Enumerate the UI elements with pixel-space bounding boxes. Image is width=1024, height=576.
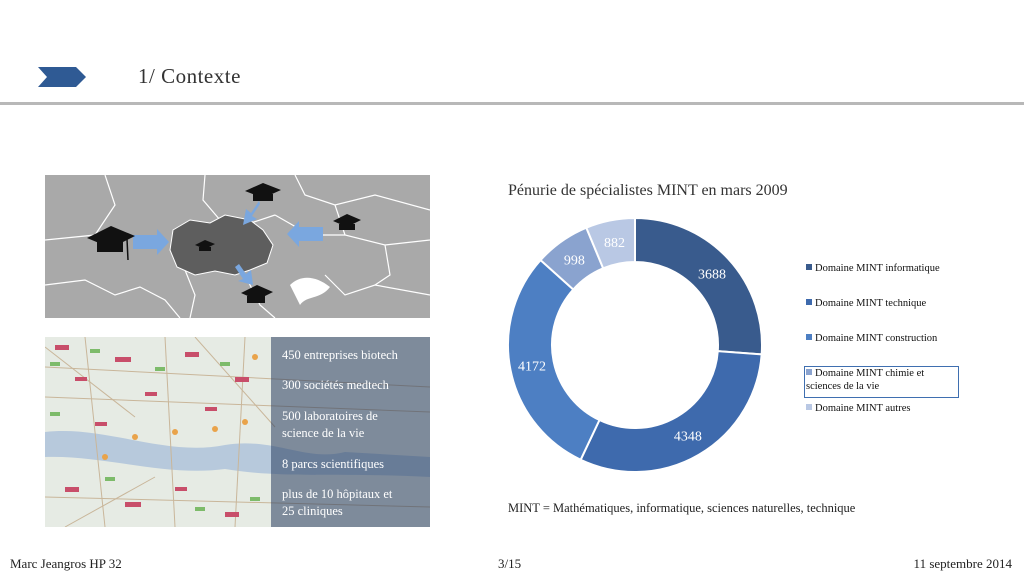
footer-date: 11 septembre 2014 <box>913 556 1012 571</box>
legend-item-technique <box>806 297 956 310</box>
legend-label: Domaine MINT chimie et sciences de la vie <box>806 368 925 392</box>
data-label: 882 <box>603 236 625 252</box>
mint-footnote: MINT = Mathématiques, informatique, sciences naturelles, technique <box>508 501 856 515</box>
legend-swatch <box>806 369 812 375</box>
legend-item-autres <box>806 402 956 415</box>
fact-medtech: 300 sociétés medtech <box>282 378 389 392</box>
legend-label: Domaine MINT autres <box>815 403 911 414</box>
legend-swatch <box>806 299 812 305</box>
legend-swatch <box>806 264 812 270</box>
legend-label: Domaine MINT construction <box>815 333 938 344</box>
fact-laboratories: 500 laboratoires de science de la vie <box>282 409 378 440</box>
fact-science-parks: 8 parcs scientifiques <box>282 457 385 471</box>
data-label: 4172 <box>518 359 547 375</box>
legend-item-informatique <box>806 262 956 275</box>
legend-label: Domaine MINT technique <box>815 298 927 309</box>
switzerland-map-image <box>45 175 430 318</box>
legend-swatch <box>806 404 812 410</box>
legend-item-construction <box>806 332 956 345</box>
title-divider <box>0 102 1024 105</box>
footer-author: Marc Jeangros HP 32 <box>10 556 122 571</box>
chart-title: Pénurie de spécialistes MINT en mars 2009 <box>508 182 788 199</box>
data-label: 998 <box>563 253 585 269</box>
fact-biotech: 450 entreprises biotech <box>282 348 398 362</box>
donut-chart <box>490 206 780 496</box>
footer-page-number: 3/15 <box>498 556 522 571</box>
legend-swatch <box>806 334 812 340</box>
data-label: 4348 <box>673 429 702 445</box>
legend-label: Domaine MINT informatique <box>815 263 940 274</box>
data-label: 3688 <box>697 267 726 283</box>
slice-technique <box>581 351 762 472</box>
slice-informatique <box>635 218 762 354</box>
page-title: 1/ Contexte <box>138 64 241 88</box>
facts-panel <box>271 337 430 527</box>
legend-item-chimie <box>806 367 956 393</box>
fact-hospitals: plus de 10 hôpitaux et 25 cliniques <box>282 487 393 518</box>
title-arrow-icon <box>38 67 86 87</box>
geneva-cluster-map-image <box>45 337 430 527</box>
